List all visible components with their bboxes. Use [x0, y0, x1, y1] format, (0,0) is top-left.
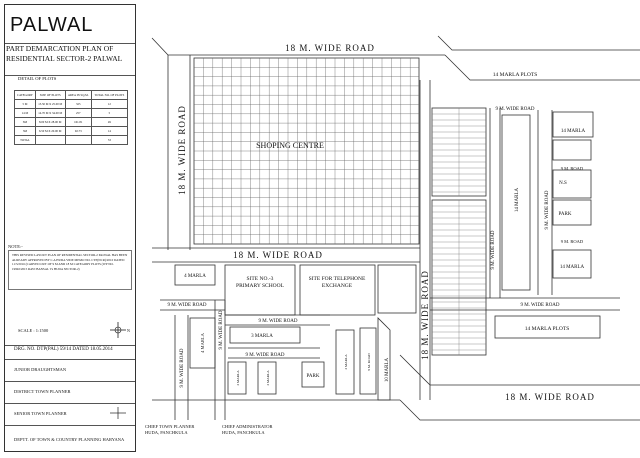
road-label-center-vertical: 18 M. WIDE ROAD [420, 270, 430, 360]
table-cell: 92.73 [65, 127, 91, 136]
marla14-bottom-label: 14 MARLA PLOTS [524, 326, 570, 332]
table-cell: 5 M [15, 100, 36, 109]
marla14-block-c [553, 250, 591, 278]
table-cell: 161.81 [65, 118, 91, 127]
table-cell: 325 [65, 100, 91, 109]
road-label-middle: 18 M. WIDE ROAD [233, 250, 323, 260]
scale-label: SCALE : 1:1500 [18, 328, 49, 333]
park-bottom-label: PARK [306, 374, 320, 379]
three-marla-small-label-2: 3 MARLA [266, 370, 270, 386]
telephone-exchange-block [300, 265, 375, 315]
marla14-block-c-label: 14 MARLA [559, 265, 585, 270]
nine-m-road-vertical-mid-label: 9 M. WIDE ROAD [491, 230, 496, 270]
table-cell: TOTAL [15, 136, 36, 145]
nine-m-road-mid-label: 9 M. ROAD [367, 353, 371, 371]
nine-m-road-left-label-1: 9 M. WIDE ROAD [167, 303, 207, 308]
marla14-vertical-label: 14 MARLA [515, 187, 520, 213]
table-cell: 8.00 M X 28.00 M [35, 118, 65, 127]
table-cell: 3M [15, 127, 36, 136]
nine-m-small-road-label-2: 9 M. ROAD [560, 239, 584, 244]
table-cell: 14 [91, 127, 127, 136]
park-right-label: PARK [558, 212, 572, 217]
nine-m-road-left-label-2: 9 M. WIDE ROAD [258, 319, 298, 324]
site3-label-line1: SITE NO.-3 [246, 276, 274, 282]
table-header-cell: AREA IN SQ.M. [65, 91, 91, 100]
four-marla-vertical-label: 4 MARLA [200, 333, 205, 353]
road-label-left-vertical: 18 M. WIDE ROAD [177, 105, 187, 195]
telephone-label-line2: EXCHANGE [321, 283, 353, 289]
table-header-cell: TOTAL NO. OF PLOTS [91, 91, 127, 100]
plots-table-title: DETAIL OF PLOTS [18, 76, 57, 81]
nine-m-road-vertical-label-b: 9 M. WIDE ROAD [219, 310, 224, 350]
nine-m-road-bottom-label: 9 M. WIDE ROAD [245, 353, 285, 358]
shopping-centre-grid [194, 58, 419, 244]
table-cell: 5 [91, 109, 127, 118]
table-cell: 13.50 M X 25.00 M [35, 100, 65, 109]
sign-junior: JUNIOR DRAUGHTSMAN [14, 367, 67, 372]
vertical-plot-block [378, 265, 416, 313]
city-title: PALWAL [10, 14, 94, 36]
table-cell: 53 [91, 136, 127, 145]
table-cell: SM [15, 118, 36, 127]
three-marla-small-label-1: 3 MARLA [236, 370, 240, 386]
table-cell: 14 M [15, 109, 36, 118]
bottom-road-edge-lower [400, 400, 640, 420]
sign-senior: SENIOR TOWN PLANNER [14, 411, 67, 416]
drawing-number: DRG. NO. DTP(PAL) 59/14 DATED 18.05.2014 [14, 347, 113, 352]
shopping-centre-label: SHOPING CENTRE [256, 141, 324, 150]
table-cell: 14.70 M X 34.00 M [35, 109, 65, 118]
chief-admin-line1: CHIEF ADMINISTRATOR [222, 424, 273, 429]
ten-marla-label: 10 MARLA [385, 357, 390, 383]
road-label-bottom-right: 18 M. WIDE ROAD [505, 392, 595, 402]
ns-label: N.S [559, 181, 567, 186]
marla14-plots-top-label: 14 MARLA PLOTS [492, 72, 538, 78]
plan-title-line1: PART DEMARCATION PLAN OF [6, 44, 114, 53]
three-marla-label: 3 MARLA [251, 334, 273, 339]
chief-planner-line1: CHIEF TOWN PLANNER [145, 424, 195, 429]
marla-plots-top-edge [445, 55, 640, 80]
three-marla-small-label-3: 3 MARLA [344, 354, 348, 370]
nine-m-small-road-label-1: 9 M. ROAD [560, 166, 584, 171]
chief-planner-line2: HUDA, PANCHKULA [145, 430, 188, 435]
marla14-block-a-label: 14 MARLA [560, 129, 586, 134]
note-text: THIS REVISED LAYOUT PLAN OF RESIDENTIAL SECTOR-2 PALWAL HAS BEEN ALREADY APPROVED BY C.A HUDA VIDE MEMO NO. CTP(NCR)/2010 DATED 11/5/2016 (CARVED OUT OF 9 M AND 18 M CATEGORY PLOTS (WP NO. 19992/2015 RAVI BANSAL Vs HUDA SECTOR-2) [12, 253, 128, 271]
four-marla-label: 4 MARLA [184, 274, 206, 279]
table-header-cell: SIZE OF PLOTS [35, 91, 65, 100]
site3-label-line2: PRIMARY SCHOOL [236, 283, 284, 289]
primary-school-block [225, 265, 295, 315]
road-block-a [553, 140, 591, 160]
nine-m-road-right-vertical-label: 9 M. WIDE ROAD [545, 190, 550, 230]
nine-m-road-right-top-label: 9 M. WIDE ROAD [495, 107, 535, 112]
sign-district: DISTRICT TOWN PLANNER [14, 389, 71, 394]
road-label-top: 18 M. WIDE ROAD [285, 43, 375, 53]
telephone-label-line1: SITE FOR TELEPHONE [308, 276, 366, 282]
table-cell: 12 [91, 100, 127, 109]
plot-strip-lines [432, 108, 486, 355]
road-top-edge-right [438, 36, 640, 50]
plan-title-line2: RESIDENTIAL SECTOR-2 PALWAL [6, 54, 123, 63]
sign-dept: DEPTT. OF TOWN & COUNTRY PLANNING HARYANA [14, 437, 125, 442]
nine-m-road-right-lower-label: 9 M. WIDE ROAD [520, 303, 560, 308]
table-header-cell: CATEGORY [15, 91, 36, 100]
table-cell: 257 [65, 109, 91, 118]
chief-admin-line2: HUDA, PANCHKULA [222, 430, 265, 435]
nine-m-road-vertical-label-a: 9 M. WIDE ROAD [180, 348, 185, 388]
table-cell: 49 [91, 118, 127, 127]
note-label: NOTE:- [8, 244, 23, 249]
bottom-road-edge-upper [400, 355, 640, 385]
north-label: N [127, 328, 130, 333]
table-cell: 6.50 M X 20.00 M [35, 127, 65, 136]
